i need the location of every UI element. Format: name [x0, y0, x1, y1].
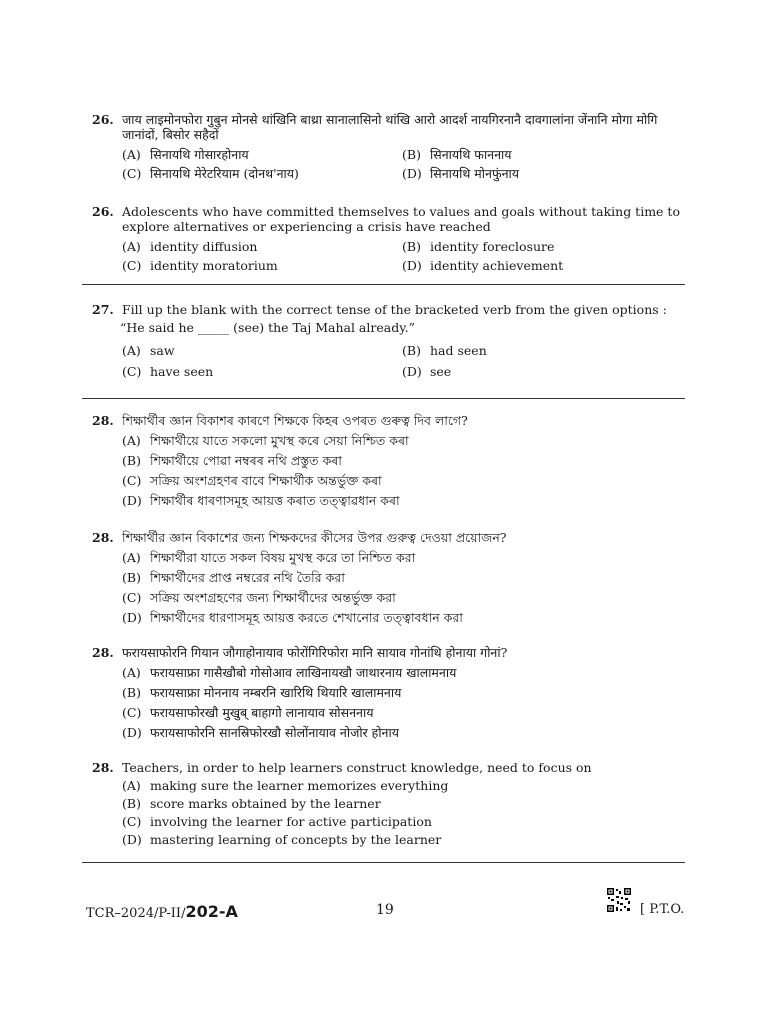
option-c: (C) have seen — [122, 364, 214, 379]
option-b: (B) फरायसाफ्रा मोननाय नम्बरनि खारिथि थियारि खालामनाय — [122, 685, 402, 700]
option-c: (C) সক্ৰিয় অংশগ্ৰহণৰ বাবে শিক্ষাৰ্থীক অন্তৰ্ভুক্ত কৰা — [122, 473, 382, 488]
option-d: (D) सिनायथि मोनफुंनाय — [402, 166, 520, 181]
option-d: (D) mastering learning of concepts by the learner — [122, 832, 442, 847]
option-a: (A) saw — [122, 343, 175, 358]
option-d: (D) फरायसाफोरनि सानस्रिफोरखौ सोलोंनायाव नोजोर होनाय — [122, 725, 399, 740]
question-27 — [92, 302, 688, 379]
question-28-english — [92, 760, 688, 847]
option-a: (A) फरायसाफ्रा गासैखौबो गोसोआव लाखिनायखौ जाथारनाय खालामनाय — [122, 665, 457, 680]
option-c: (C) फरायसाफोरखौ मुखुब् बाहागो लानायाव सोसननाय — [122, 705, 374, 720]
option-b: (B) score marks obtained by the learner — [122, 796, 381, 811]
question-text: Fill up the blank with the correct tense of the bracketed verb from the given options : — [122, 302, 667, 317]
divider-line — [82, 862, 685, 863]
question-number: 28. — [92, 530, 114, 545]
option-b: (B) identity foreclosure — [402, 239, 555, 254]
option-d: (D) identity achievement — [402, 258, 564, 273]
option-b: (B) सिनायथि फाननाय — [402, 147, 512, 162]
question-text: फरायसाफोरनि गियान जौगाहोनायाव फोरोंगिरिफोरा मानि सायाव गोनांथि होनाया गोनां? — [122, 645, 508, 660]
page-footer — [86, 900, 686, 922]
question-28-bengali — [92, 530, 688, 625]
question-28-assamese — [92, 413, 688, 508]
please-turn-over: [ P.T.O. — [640, 902, 685, 917]
option-b: (B) শিক্ষাৰ্থীয়ে পোৱা নম্বৰৰ নথি প্ৰস্তুত কৰা — [122, 453, 342, 468]
option-b: (B) had seen — [402, 343, 487, 358]
question-text: Adolescents who have committed themselves to values and goals without taking time to explore alternatives or experiencing a crisis have reached — [122, 204, 680, 234]
option-c: (C) सिनायथि मेरेटरियाम (दोनथ'नाय) — [122, 166, 299, 181]
question-28-bodo — [92, 645, 688, 740]
question-number: 26. — [92, 204, 114, 219]
option-c: (C) identity moratorium — [122, 258, 278, 273]
option-d: (D) শিক্ষাৰ্থীৰ ধাৰণাসমূহ আয়ত্ত কৰাত তত্ত্বাৱধান কৰা — [122, 493, 400, 508]
option-d: (D) see — [402, 364, 452, 379]
question-text: जाय लाइमोनफोरा गुबुन मोनसे थांखिनि बाथ्रा सानालासिनो थांखि आरो आदर्श नायगिरनानै दावगालांना जेंनानि मोगा मोगि जानांदों, बिसोर सहैदों — [122, 112, 658, 142]
option-a: (A) identity diffusion — [122, 239, 258, 254]
question-quote: “He said he _____ (see) the Taj Mahal already.” — [120, 320, 415, 335]
question-text: Teachers, in order to help learners construct knowledge, need to focus on — [122, 760, 592, 775]
question-number: 27. — [92, 302, 114, 317]
option-a: (A) শিক্ষার্থীরা যাতে সকল বিষয় মুখস্থ করে তা নিশ্চিত করা — [122, 550, 416, 565]
question-26-english — [92, 204, 688, 273]
divider-line — [82, 284, 685, 285]
divider-line — [82, 398, 685, 399]
question-number: 28. — [92, 413, 114, 428]
option-b: (B) শিক্ষার্থীদের প্রাপ্ত নম্বরের নথি তৈরি করা — [122, 570, 345, 585]
option-a: (A) making sure the learner memorizes everything — [122, 778, 449, 793]
question-text: শিক্ষার্থীর জ্ঞান বিকাশের জন্য শিক্ষকদের কীসের উপর গুরুত্ব দেওয়া প্রয়োজন? — [122, 530, 507, 545]
question-26-bodo — [92, 112, 688, 181]
qr-code-icon — [606, 887, 632, 913]
question-number: 28. — [92, 645, 114, 660]
option-a: (A) শিক্ষাৰ্থীয়ে যাতে সকলো মুখস্থ কৰে সেয়া নিশ্চিত কৰা — [122, 433, 409, 448]
question-number: 28. — [92, 760, 114, 775]
option-c: (C) involving the learner for active participation — [122, 814, 432, 829]
question-text: শিক্ষাৰ্থীৰ জ্ঞান বিকাশৰ কাৰণে শিক্ষকে কিহৰ ওপৰত গুৰুত্ব দিব লাগে? — [122, 413, 468, 428]
question-number: 26. — [92, 112, 114, 127]
option-a: (A) सिनायथि गोसारहोनाय — [122, 147, 249, 162]
page-number: 19 — [376, 902, 394, 918]
option-c: (C) সক্রিয় অংশগ্রহণের জন্য শিক্ষার্থীদের অন্তর্ভুক্ত করা — [122, 590, 396, 605]
option-d: (D) শিক্ষার্থীদের ধারণাসমূহ আয়ত্ত করতে শেখানোর তত্ত্বাবধান করা — [122, 610, 463, 625]
paper-code: TCR–2024/P-II/202-A — [86, 902, 238, 921]
